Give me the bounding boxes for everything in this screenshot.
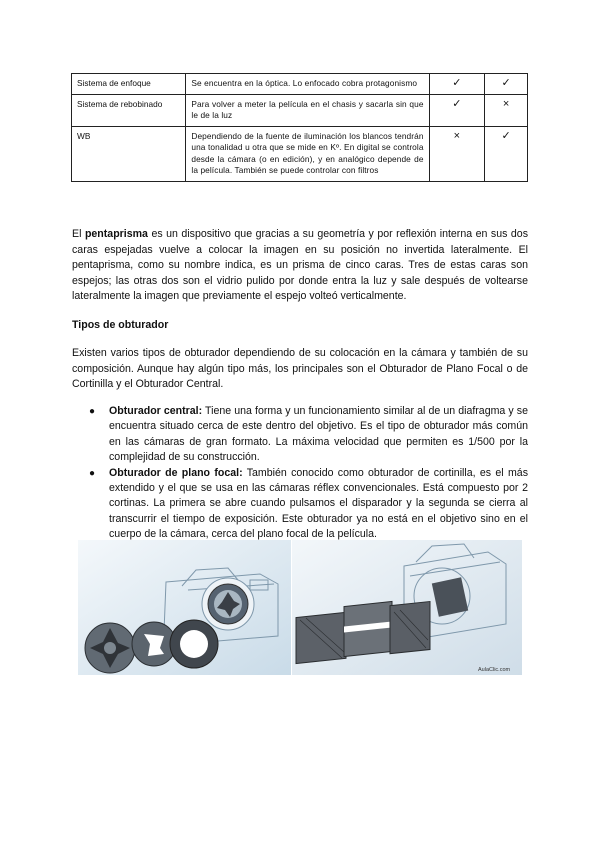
table-cell-mark: ✓ [485, 126, 528, 181]
table-row [72, 74, 528, 95]
list-item [72, 404, 528, 466]
shutter-types-list [72, 404, 528, 543]
paragraph-text: es un dispositivo que gracias a su geometría y por reflexión interna en sus dos caras espejadas vuelve a colocar la imagen en su posición no invertida lateralmente. El pentaprisma, como su nombre indica, es un prisma de cinco caras. Tres de estas caras son espejos; las otras dos son el vidrio pulido por donde entra la luz y sale después de voltearse lateralmente la imagen que previamente el espejo volteó verticalmente. [72, 228, 528, 303]
features-table [71, 73, 528, 182]
intro-paragraph: Existen varios tipos de obturador dependiendo de su colocación en la cámara y también de su composición. Aunque hay algún tipo más, los principales son el Obturador de Plano Focal o de Cortinilla y el Obturador Central. [72, 347, 528, 391]
table-row [72, 94, 528, 126]
bullet-text: Tiene una forma y un funcionamiento similar al de un diafragma y se encuentra situado cerca de este dentro del objetivo. Es el tipo de obturador más común en las cámaras de gran formato. La máxima velocidad que permiten es 1/500 por la complejidad de su construcción. [109, 405, 528, 464]
table-cell-description: Dependiendo de la fuente de iluminación los blancos tendrán una tonalidad u otra que se mide en Kº. En digital se controla desde la cámara (o en edición), y en analógico depende de la película. También se puede controlar con filtros [186, 126, 429, 181]
table-cell-feature: WB [72, 126, 186, 181]
bullet-text: También conocido como obturador de cortinilla, es el más extendido y el que se usa en las cámaras réflex convencionales. Está compuesto por 2 cortinas. La primera se abre cuando pulsamos el disparador y la segunda se cierra al transcurrir el tiempo de exposición. Este obturador ya no está en el objetivo sino en el cuerpo de la cámara, cerca del plano focal de la película. [109, 466, 528, 541]
table-cell-description: Se encuentra en la óptica. Lo enfocado cobra protagonismo [186, 74, 429, 95]
bullet-title: Obturador central: [109, 405, 203, 417]
bullet-title: Obturador de plano focal: [109, 466, 243, 479]
table-cell-mark: ✓ [429, 94, 485, 126]
central-shutter-illustration [78, 540, 291, 675]
pentaprisma-paragraph [72, 227, 528, 305]
table-cell-mark: ✓ [485, 74, 528, 95]
paragraph-lead: El [72, 228, 85, 240]
table-cell-mark: × [485, 94, 528, 126]
table-cell-feature: Sistema de rebobinado [72, 94, 186, 126]
section-heading: Tipos de obturador [72, 319, 169, 331]
list-item [72, 466, 528, 543]
pentaprisma-term: pentaprisma [84, 228, 148, 240]
table-cell-mark: ✓ [429, 74, 485, 95]
table-cell-feature: Sistema de enfoque [72, 74, 186, 95]
image-watermark: AulaClic.com [478, 667, 511, 673]
bullet-icon: ● [89, 467, 96, 479]
bullet-icon: ● [89, 406, 96, 417]
table-row [72, 126, 528, 181]
table-cell-mark: × [429, 126, 485, 181]
table-cell-description: Para volver a meter la película en el chasis y sacarla sin que le de la luz [186, 94, 429, 126]
focal-plane-shutter-illustration [292, 540, 522, 675]
